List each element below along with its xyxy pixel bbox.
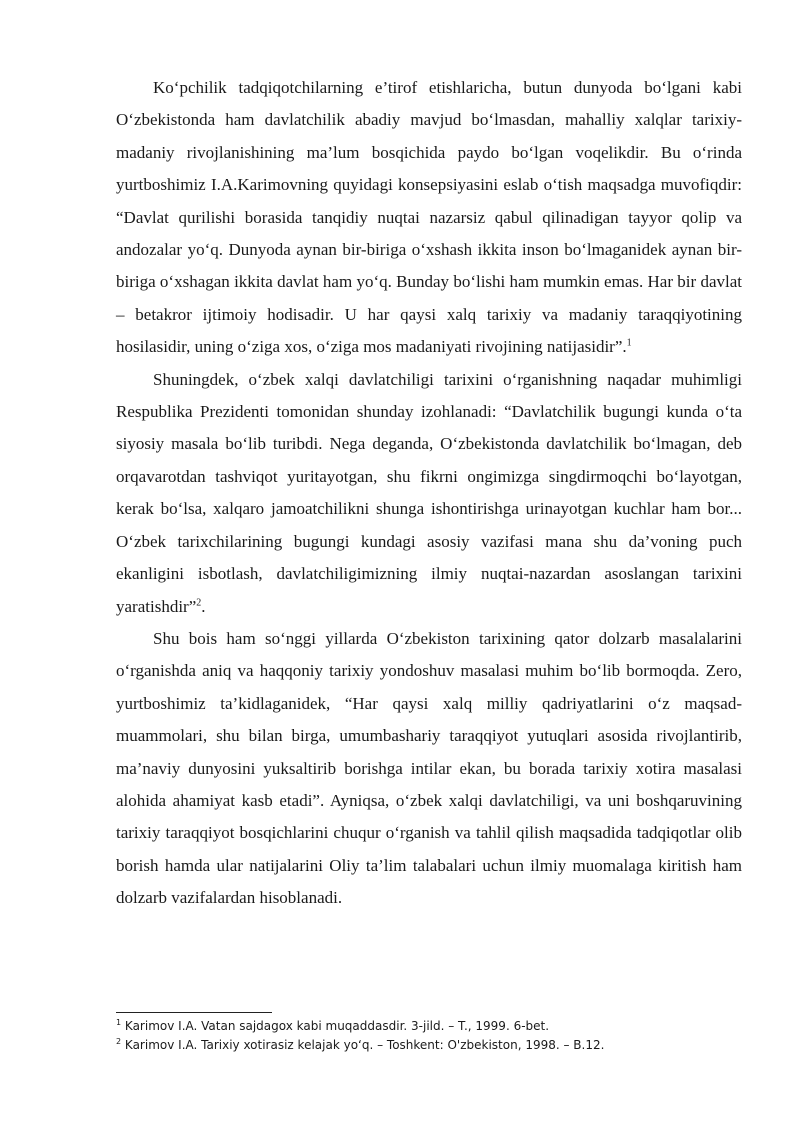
footnote-separator [116,1012,272,1013]
paragraph-2-end: . [201,596,206,616]
footnote-1 [116,1017,742,1036]
footnote-ref-2[interactable]: 2 [196,596,202,608]
document-body [116,72,742,915]
footnote-1-text: Karimov I.A. Vatan sajdagox kabi muqaddasdir. 3-jild. – T., 1999. 6-bet. [124,1019,550,1033]
footnote-2-text: Karimov I.A. Tarixiy xotirasiz kelajak yo‘q. – Toshkent: O'zbekiston, 1998. – B.12. [124,1038,605,1052]
footnote-1-number: 1 [116,1018,122,1027]
footnotes [116,1017,742,1055]
paragraph-1 [116,72,742,364]
paragraph-2-text: Shuningdek, o‘zbek xalqi davlatchiligi tarixini o‘rganishning naqadar muhimligi Respublika Prezidenti tomonidan shunday izohlanadi: “Davlatchilik bugungi kunda o‘ta siyosiy masala bo‘lib turibdi. Nega deganda, O‘zbekistonda davlatchilik bo‘lmagan, deb orqavarotdan tashviqot yuritayotgan, shu fikrni ongimizga singdirmoqchi bo‘layotgan, kerak bo‘lsa, xalqaro jamoatchilikni shunga ishontirishga urinayotgan kuchlar ham bor... O‘zbek tarixchilarining bugungi kundagi asosiy vazifasi mana shu da’voning puch ekanligini isbotlash, davlatchiligimizning ilmiy nuqtai-nazardan asoslangan tarixini yaratishdir” [116,369,742,616]
footnote-2-number: 2 [116,1037,122,1046]
paragraph-3 [116,623,742,915]
footnote-ref-1[interactable]: 1 [626,337,632,349]
paragraph-1-text: Ko‘pchilik tadqiqotchilarning e’tirof etishlaricha, butun dunyoda bo‘lgani kabi O‘zbekistonda ham davlatchilik abadiy mavjud bo‘lmasdan, mahalliy xalqlar tarixiy-madaniy rivojlanishining ma’lum bosqichida paydo bo‘lgan voqelikdir. Bu o‘rinda yurtboshimiz I.A.Karimovning quyidagi konsepsiyasini eslab o‘tish maqsadga muvofiqdir: “Davlat qurilishi borasida tanqidiy nuqtai nazarsiz qabul qilinadigan tayyor qolip va andozalar yo‘q. Dunyoda aynan bir-biriga o‘xshash ikkita inson bo‘lmaganidek aynan bir-biriga o‘xshagan ikkita davlat ham yo‘q. Bunday bo‘lishi ham mumkin emas. Har bir davlat – betakror ijtimoiy hodisadir. U har qaysi xalq tarixiy va madaniy taraqqiyotining hosilasidir, uning o‘ziga xos, o‘ziga mos madaniyati rivojining natijasidir”. [116,78,742,357]
footnote-2 [116,1036,742,1055]
paragraph-3-text: Shu bois ham so‘nggi yillarda O‘zbekiston tarixining qator dolzarb masalalarini o‘rganishda aniq va haqqoniy tarixiy yondoshuv masalasi muhim bo‘lib bormoqda. Zero, yurtboshimiz ta’kidlaganidek, “Har qaysi xalq milliy qadriyatlarini o‘z maqsad-muammolari, shu bilan birga, umumbashariy taraqqiyot yutuqlari asosida rivojlantirib, ma’naviy dunyosini yuksaltirib borishga intilar ekan, bu borada tarixiy xotira masalasi alohida ahamiyat kasb etadi”. Ayniqsa, o‘zbek xalqi davlatchiligi, va uni boshqaruvining tarixiy taraqqiyot bosqichlarini chuqur o‘rganish va tahlil qilish maqsadida tadqiqotlar olib borish hamda ular natijalarini Oliy ta’lim talabalari uchun ilmiy muomalaga kiritish ham dolzarb vazifalardan hisoblanadi. [116,628,742,908]
paragraph-2 [116,364,742,623]
